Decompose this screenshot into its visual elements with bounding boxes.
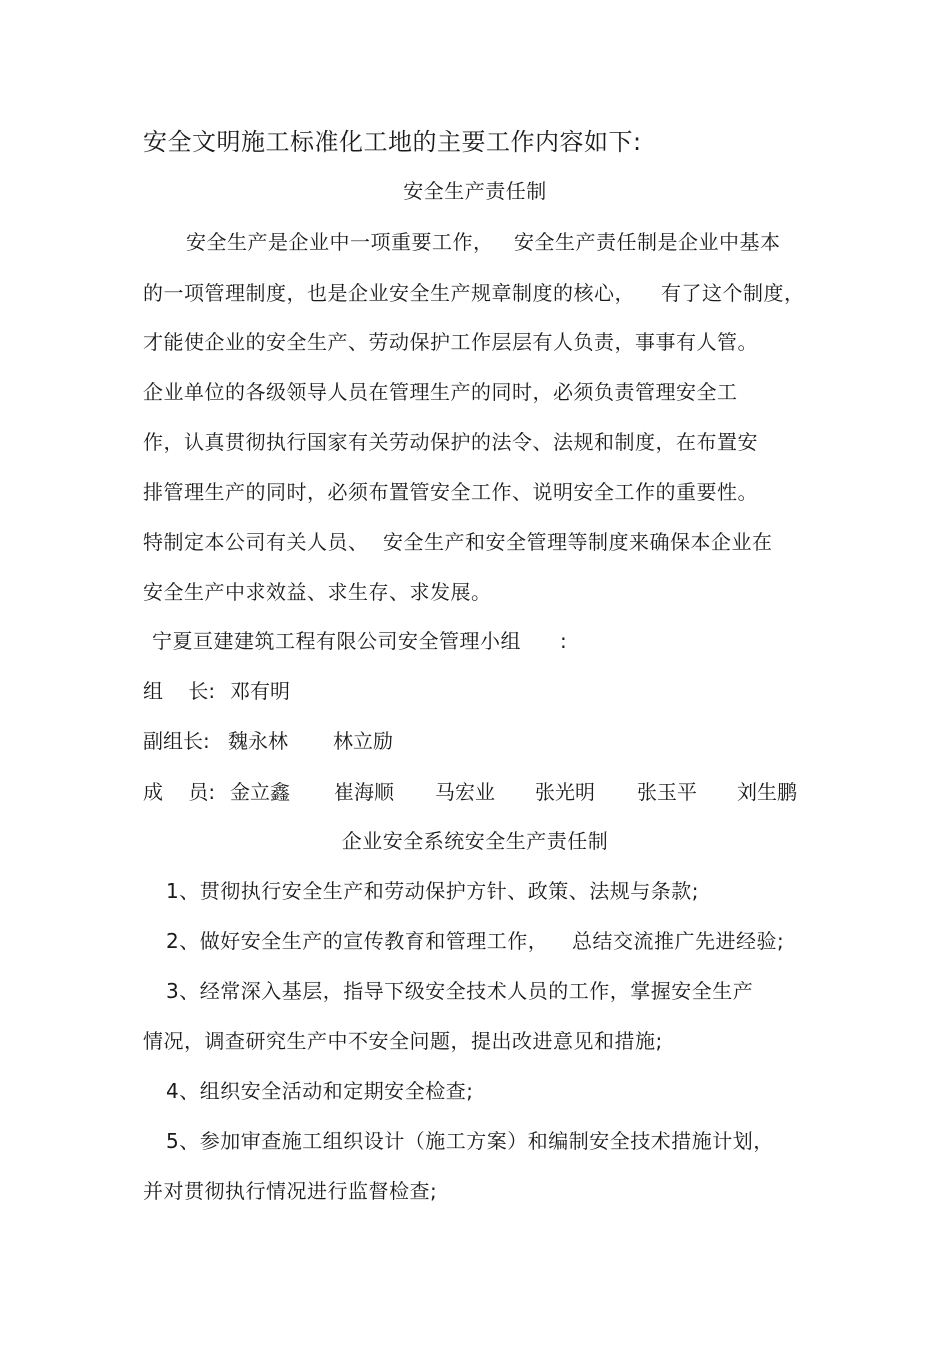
paragraph-line: 作，认真贯彻执行国家有关劳动保护的法令、法规和制度，在布置安	[143, 430, 758, 454]
section-heading-responsibility: 安全生产责任制	[403, 179, 547, 203]
paragraph-line: 安全生产是企业中一项重要工作，	[186, 230, 494, 254]
group-colon: :	[560, 629, 568, 653]
members-row	[143, 779, 843, 805]
section-heading-system: 企业安全系统安全生产责任制	[341, 829, 609, 853]
member-name: 金立鑫	[230, 780, 290, 804]
main-title: 安全文明施工标准化工地的主要工作内容如下:	[143, 128, 642, 156]
paragraph-line: 安全生产责任制是企业中基本	[514, 230, 781, 254]
list-item: 并对贯彻执行情况进行监督检查;	[143, 1179, 438, 1203]
paragraph-line: 排管理生产的同时，必须布置管安全工作、说明安全工作的重要性。	[143, 480, 758, 504]
list-item: 情况，调查研究生产中不安全问题，提出改进意见和措施;	[143, 1029, 663, 1053]
members-label: 成 员:	[143, 780, 216, 804]
leader-label: 组 长:	[143, 679, 216, 703]
deputy-row	[143, 728, 843, 754]
list-item: 总结交流推广先进经验;	[572, 929, 785, 953]
paragraph-line: 特制定本公司有关人员、	[143, 530, 369, 554]
list-item: 5、参加审查施工组织设计（施工方案）和编制安全技术措施计划，	[166, 1129, 774, 1153]
list-item: 1、贯彻执行安全生产和劳动保护方针、政策、法规与条款;	[166, 879, 699, 903]
deputy-label: 副组长:	[143, 729, 210, 753]
leader-name: 邓有明	[230, 679, 290, 703]
member-name: 张玉平	[637, 780, 697, 804]
leader-row	[143, 678, 843, 704]
member-name: 崔海顺	[334, 780, 394, 804]
list-item: 4、组织安全活动和定期安全检查;	[166, 1079, 474, 1103]
paragraph-line: 才能使企业的安全生产、劳动保护工作层层有人负责，事事有人管。	[143, 330, 758, 354]
member-name: 张光明	[535, 780, 595, 804]
deputy-name: 魏永林	[228, 729, 288, 753]
paragraph-line: 安全生产中求效益、求生存、求发展。	[143, 580, 492, 604]
group-name: 宁夏亘建建筑工程有限公司安全管理小组	[152, 629, 521, 653]
paragraph-line: 有了这个制度，	[661, 281, 805, 305]
member-name: 刘生鹏	[737, 780, 797, 804]
list-item: 3、经常深入基层，指导下级安全技术人员的工作，掌握安全生产	[166, 979, 754, 1003]
list-item: 2、做好安全生产的宣传教育和管理工作，	[166, 929, 549, 953]
paragraph-line: 的一项管理制度，也是企业安全生产规章制度的核心，	[143, 281, 635, 305]
deputy-name: 林立励	[333, 729, 393, 753]
paragraph-line: 企业单位的各级领导人员在管理生产的同时，必须负责管理安全工	[143, 380, 738, 404]
paragraph-line: 安全生产和安全管理等制度来确保本企业在	[383, 530, 773, 554]
member-name: 马宏业	[435, 780, 495, 804]
